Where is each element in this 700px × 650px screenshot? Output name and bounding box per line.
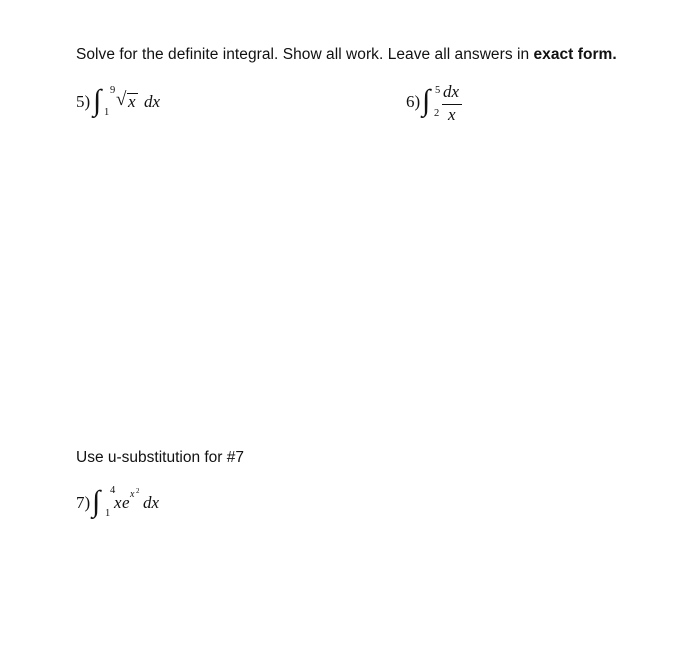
integral-sign: ∫ xyxy=(92,485,101,518)
lower-limit: 1 xyxy=(104,107,110,118)
upper-limit: 9 xyxy=(110,85,116,96)
radicand: x xyxy=(128,92,136,111)
problem-number: 5) xyxy=(76,92,91,111)
problem-number: 7) xyxy=(76,493,91,512)
u-substitution-note: Use u-substitution for #7 xyxy=(76,449,245,466)
differential: dx xyxy=(144,92,161,111)
problem-5 xyxy=(76,86,196,146)
fraction-numerator: dx xyxy=(443,82,460,101)
integral-sign: ∫ xyxy=(422,84,431,117)
fraction-denominator: x xyxy=(448,105,456,124)
lower-limit: 1 xyxy=(105,508,111,519)
square-root-sign: √ xyxy=(116,89,127,110)
factor-x: x xyxy=(114,493,122,512)
differential: dx xyxy=(143,493,160,512)
problem-7 xyxy=(76,487,196,547)
exp-base: e xyxy=(122,493,130,512)
upper-limit: 4 xyxy=(110,485,116,496)
exponent-base: x xyxy=(130,489,135,500)
instructions-emphasis: exact form. xyxy=(533,46,617,63)
lower-limit: 2 xyxy=(434,108,440,119)
problem-6 xyxy=(406,82,486,146)
exponent-power: 2 xyxy=(136,487,140,495)
instructions-text: Solve for the definite integral. Show all work. Leave all answers in xyxy=(76,46,534,63)
problem-number: 6) xyxy=(406,92,421,111)
upper-limit: 5 xyxy=(435,85,441,96)
integral-sign: ∫ xyxy=(93,84,102,117)
instructions xyxy=(76,46,617,64)
